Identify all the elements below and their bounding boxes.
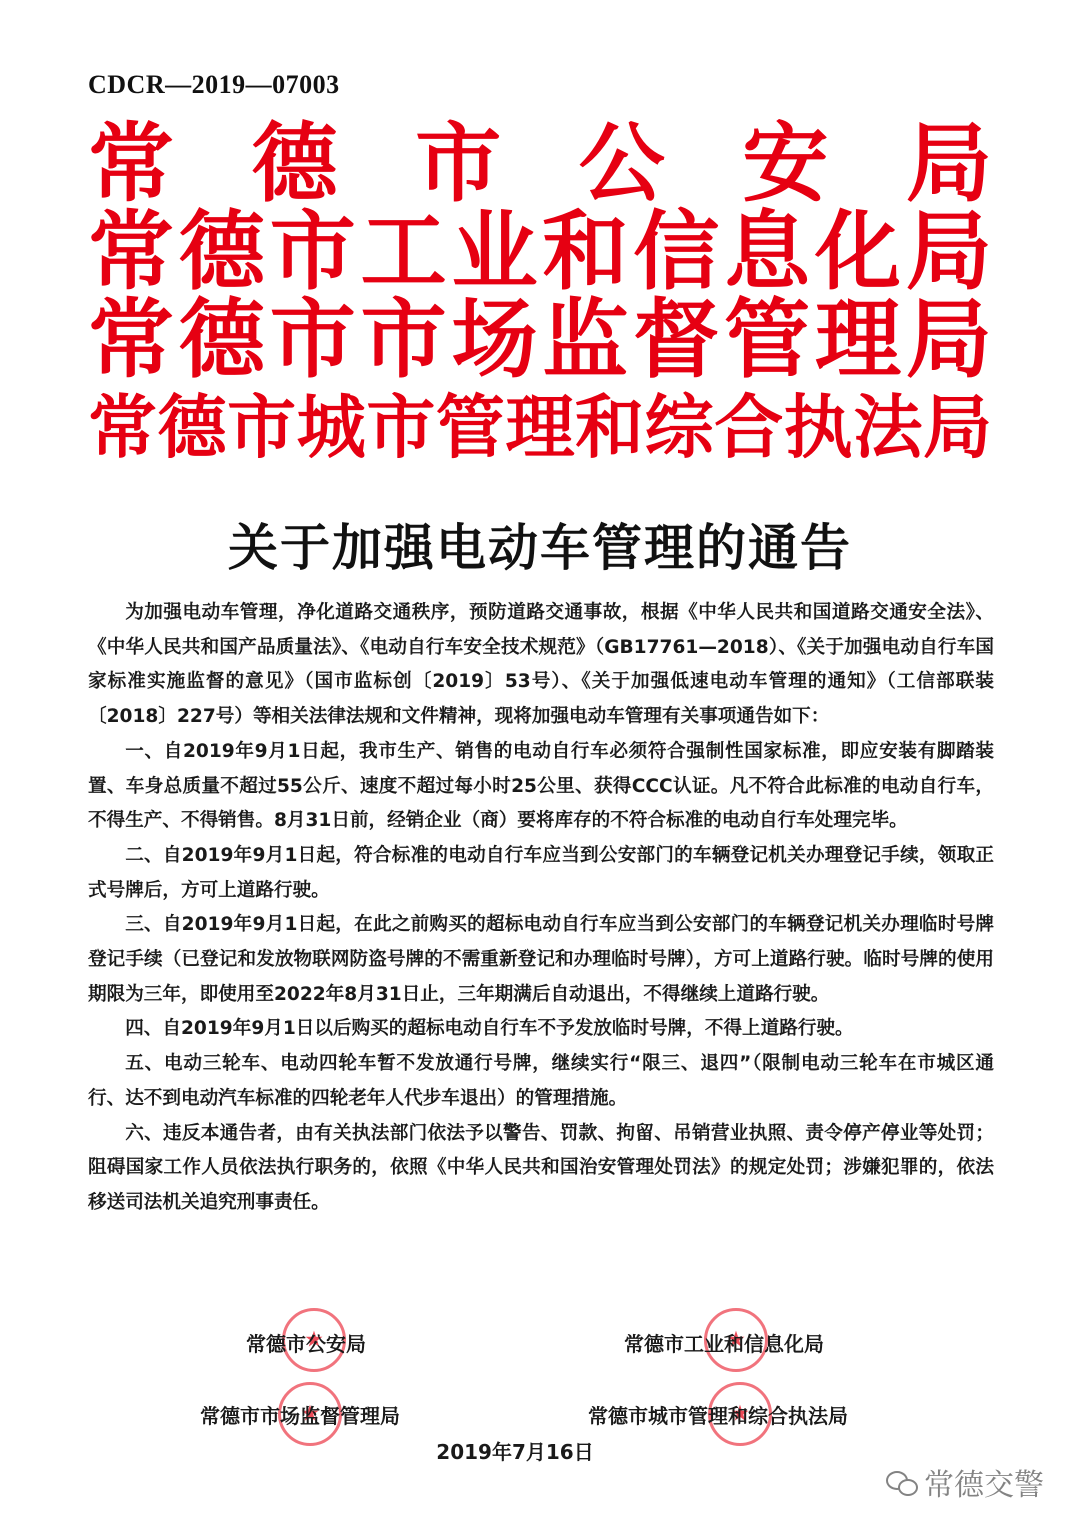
issuer-char: 工 — [360, 202, 447, 302]
issuer-char: 常 — [88, 290, 174, 390]
issuer-char: 市 — [360, 290, 447, 390]
paragraph-intro: 为加强电动车管理，净化道路交通秩序，预防道路交通事故，根据《中华人民共和国道路交通安全法》、《中华人民共和国产品质量法》、《电动自行车安全技术规范》（GB17761—2018）、《关于加强电动自行车国家标准实施监督的意见》（国市监标创〔2019〕53号）、《关于加强低速电动车管理的通知》（工信部联装〔2018〕227号）等相关法律法规和文件精神，现将加强电动车管理有关事项通告如下： — [88, 602, 994, 728]
notice-body — [88, 596, 994, 1221]
issuer-char: 局 — [922, 388, 992, 468]
issue-date: 2019年7月16日 — [436, 1440, 594, 1464]
issuer-char: 督 — [633, 290, 720, 390]
signature-market-supervision: 常德市市场监督管理局 — [200, 1404, 400, 1428]
issuer-char: 市 — [415, 114, 502, 214]
paragraph-item-1: 一、自2019年9月1日起，我市生产、销售的电动自行车必须符合强制性国家标准，即应安装有脚踏装置、车身总质量不超过55公斤、速度不超过每小时25公里、获得CCC认证。凡不符合此标准的电动自行车，不得生产、不得销售。8月31日前，经销企业（商）要将库存的不符合标准的电动自行车处理完毕。 — [88, 740, 994, 832]
issuer-char: 化 — [815, 202, 901, 302]
issuer-line-4 — [88, 384, 992, 472]
issuer-line-1 — [88, 114, 992, 214]
issuer-char: 理 — [505, 388, 575, 468]
issuer-char: 理 — [815, 290, 901, 390]
issuer-char: 局 — [905, 202, 992, 302]
issuer-char: 市 — [269, 202, 356, 302]
issuer-char: 管 — [724, 290, 811, 390]
issuer-char: 管 — [435, 388, 505, 468]
paragraph-item-5: 五、电动三轮车、电动四轮车暂不发放通行号牌，继续实行“限三、退四”（限制电动三轮车在市城区通行、达不到电动汽车标准的四轮老年人代步车退出）的管理措施。 — [88, 1053, 994, 1109]
issuer-char: 法 — [853, 388, 923, 468]
issuer-char: 常 — [88, 114, 174, 214]
issuer-char: 德 — [178, 290, 265, 390]
signature-public-security: 常德市公安局 — [246, 1332, 366, 1356]
issuer-char: 市 — [269, 290, 356, 390]
issuer-char: 常 — [88, 202, 174, 302]
issuer-char: 监 — [542, 290, 629, 390]
paragraph-item-6: 六、违反本通告者，由有关执法部门依法予以警告、罚款、拘留、吊销营业执照、责令停产停业等处罚；阻碍国家工作人员依法执行职务的，依照《中华人民共和国治安管理处罚法》的规定处罚；涉嫌犯罪的，依法移送司法机关追究刑事责任。 — [88, 1122, 994, 1213]
issuer-char: 信 — [633, 202, 720, 302]
wechat-icon — [886, 1467, 916, 1497]
issuer-char: 局 — [905, 114, 992, 214]
issuer-char: 执 — [783, 388, 853, 468]
issuing-authorities — [88, 114, 992, 472]
issuer-char: 德 — [157, 388, 227, 468]
issuer-char: 安 — [742, 114, 829, 214]
signature-urban-management: 常德市城市管理和综合执法局 — [588, 1404, 848, 1428]
issuer-line-2 — [88, 202, 992, 302]
issuer-char: 德 — [178, 202, 265, 302]
signature-industry-it: 常德市工业和信息化局 — [624, 1332, 824, 1356]
issuer-char: 和 — [575, 388, 645, 468]
paragraph-item-2: 二、自2019年9月1日起，符合标准的电动自行车应当到公安部门的车辆登记机关办理登记手续，领取正式号牌后，方可上道路行驶。 — [88, 844, 994, 901]
issuer-line-3 — [88, 290, 992, 390]
issuer-char: 公 — [578, 114, 665, 214]
watermark — [886, 1460, 1044, 1504]
issuer-char: 综 — [644, 388, 714, 468]
issuer-char: 德 — [251, 114, 338, 214]
watermark-text: 常德交警 — [924, 1468, 1044, 1503]
issuer-char: 场 — [451, 290, 538, 390]
issuer-char: 城 — [296, 388, 366, 468]
issuer-char: 和 — [542, 202, 629, 302]
issuer-char: 常 — [88, 388, 157, 468]
issuer-char: 局 — [905, 290, 992, 390]
document-number: CDCR—2019—07003 — [88, 70, 340, 99]
notice-title: 关于加强电动车管理的通告 — [228, 518, 852, 577]
paragraph-item-3: 三、自2019年9月1日起，在此之前购买的超标电动自行车应当到公安部门的车辆登记机关办理临时号牌登记手续（已登记和发放物联网防盗号牌的不需重新登记和办理临时号牌），方可上道路行驶。临时号牌的使用期限为三年，即使用至2022年8月31日止，三年期满后自动退出，不得继续上道路行驶。 — [88, 914, 994, 1005]
issuer-char: 息 — [724, 202, 811, 302]
issuer-char: 业 — [451, 202, 538, 302]
issuer-char: 市 — [366, 388, 436, 468]
issuer-char: 市 — [227, 388, 297, 468]
paragraph-item-4: 四、自2019年9月1日以后购买的超标电动自行车不予发放临时号牌，不得上道路行驶。 — [125, 1018, 854, 1040]
issuer-char: 合 — [714, 388, 784, 468]
